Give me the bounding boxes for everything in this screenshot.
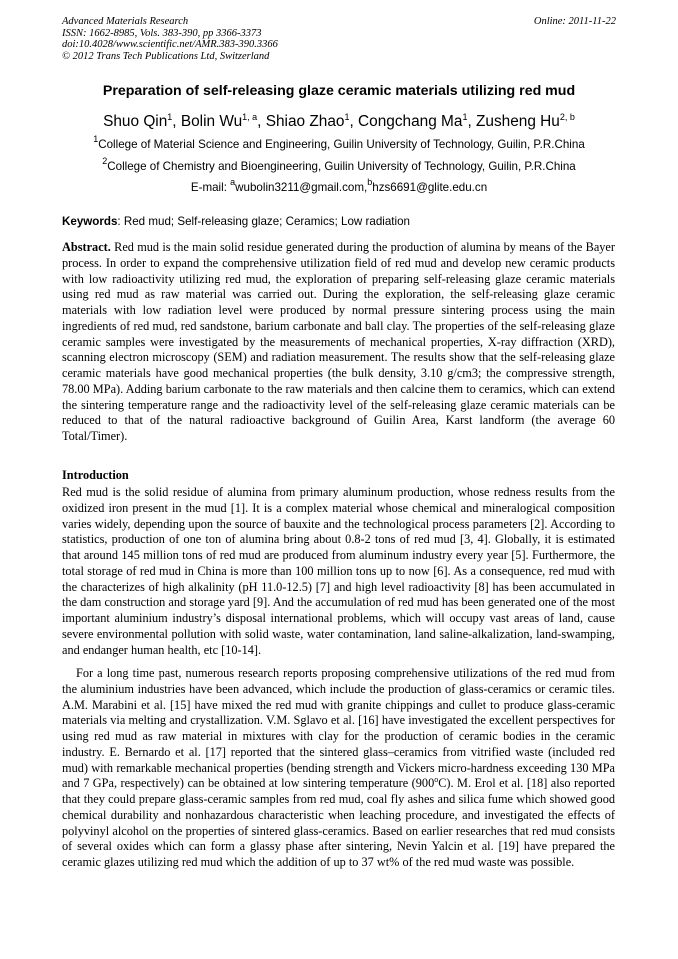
issn-line: ISSN: 1662-8985, Vols. 383-390, pp 3366-3373: [62, 27, 262, 39]
author-name: Bolin Wu: [180, 113, 243, 130]
paper-title: Preparation of self-releasing glaze ceramic materials utilizing red mud: [102, 83, 576, 99]
author-name: Congchang Ma: [358, 113, 463, 130]
author-sup: 1: [462, 112, 468, 122]
intro-paragraph-1: [62, 485, 615, 658]
email-a[interactable]: wubolin3211@gmail.com,: [235, 181, 368, 194]
author-sup: 1: [167, 112, 173, 122]
email-sup-b: b: [367, 177, 373, 187]
author-sup: 1: [344, 112, 350, 122]
email-label: E-mail:: [190, 181, 231, 194]
running-header: [62, 16, 616, 62]
abstract: [62, 240, 615, 445]
abstract-label: Abstract.: [62, 240, 111, 254]
author-sup: 2, b: [559, 112, 575, 122]
email-line: [40, 177, 638, 194]
affiliation-sup: 2: [102, 156, 108, 166]
paragraph-text: For a long time past, numerous research reports proposing comprehensive utilizations of the red mud from the aluminium industries have been advanced, which include the production of glass-ceramics or ceramic tiles. A.M. Marabini et al. [15] have mixed the red mud with granite chippings and cullet to produce glass-ceramic materials via melting and crystallization. V.M. Sglavo et al. [16] have investigated the excellent perspectives for using red mud as raw material in mixtures with clay for the production of ceramic bodies in the ceramic industry. E. Bernardo et al. [17] reported that the sintered glass–ceramics from vitrified waste (included red mud) with remarkable mechanical properties (bending strength and Vickers micro-hardness exceeding 130 MPa and 7 GPa, respectively) can be obtained at low sintering temperature (900: [62, 666, 615, 791]
affiliation-text: College of Material Science and Engineering, Guilin University of Technology, Guilin, P.R.China: [98, 138, 585, 151]
affiliation-1: [40, 134, 638, 151]
keywords-text: : Red mud; Self-releasing glaze; Ceramics; Low radiation: [117, 215, 410, 228]
author-name: Shuo Qin: [103, 113, 168, 130]
section-heading-introduction: Introduction: [62, 468, 129, 482]
keywords-label: Keywords: [62, 215, 118, 228]
affiliation-sup: 1: [93, 134, 99, 144]
author-name: Zusheng Hu: [476, 113, 560, 130]
copyright-line: © 2012 Trans Tech Publications Ltd, Switzerland: [62, 50, 270, 62]
author-list: Shuo Qin$^1$, Bolin Wu$^{1, a}$, Shiao Zhao$^1$, Congchang Ma$^1$, Zusheng Hu$^{2, b}$: [103, 112, 575, 130]
affiliation-text: College of Chemistry and Bioengineering, Guilin University of Technology, Guilin, P.R.China: [107, 160, 576, 173]
online-date: Online: 2011-11-22: [533, 16, 616, 27]
email-sup-a: a: [230, 177, 236, 187]
paragraph-text: Red mud is the solid residue of alumina from primary aluminum production, whose redness results from the oxidized iron present in the mud [1]. It is a complex material whose chemical and mineralogical composition varies widely, depending upon the source of bauxite and the technological process parameters [2]. According to statistics, production of one ton of alumina bring about 0.8-2 tons of red mud [3, 4]. Globally, it is estimated that around 145 million tons of red mud are produced from aluminum industry every year [5]. Furthermore, the total storage of red mud in China is more than 100 million tons up to now [6]. As a consequence, red mud with the characterizes of high alkalinity (pH 11.0-12.5) [7] and high level radioactivity [8] has been accumulated in the dam construction and storage yard [9]. And the accumulation of red mud has been generated one of the most important aluminium industry’s disposal international problems, which will occupy vast areas of land, cause severe environmental pollution with solid waste, water contamination, land saline-alkalization, land-swamping, and endanger human health, etc [10-14].: [62, 485, 615, 657]
affiliation-2: [40, 156, 638, 173]
degree-sup: o: [434, 775, 439, 785]
email-b[interactable]: hzs6691@glite.edu.cn: [372, 181, 488, 194]
doi-line: doi:10.4028/www.scientific.net/AMR.383-390.3366: [62, 39, 278, 50]
abstract-text: Red mud is the main solid residue generated during the production of alumina by means of the Bayer process. In order to expand the comprehensive utilization field of red mud and develop new ceramic products with low radioactivity utilizing red mud, the exploration of preparing self-releasing glaze ceramic materials using red mud as raw material was carried out. During the exploration, the self-releasing glaze ceramic materials with low radiation level were produced by normal pressure sintering process using the main ingredients of red mud, red sandstone, barium carbonate and ball clay. The properties of the self-releasing glaze ceramic samples were investigated by the measurements of mechanical properties, X-ray diffraction (XRD), scanning electron microscopy (SEM) and radiation measurement. The results show that the self-releasing glaze ceramic materials have good mechanical properties (the bulk density, 3.10 g/cm3; the compressive strength, 78.00 MPa). Adding barium carbonate to the raw materials and then calcine them to ceramics, which can extend the sintering temperature range and the radioactivity level of the self-releasing glaze ceramic materials can be reduced to that of the natural radioactive background of Guilin Area, Karst landform (the average 60 Total/Timer).: [62, 240, 615, 443]
keywords-line: [62, 215, 616, 228]
author-name: Shiao Zhao: [265, 113, 345, 130]
paragraph-text: C). M. Erol et al. [18] also reported that they could prepare glass-ceramic samples from red mud, coal fly ashes and silica fume which showed good chemical durability and nonhazardous characteristic when leaching procedure, and investigated the effects of polyvinyl alcohol on the properties of sintered glass-ceramics. Based on earlier researches that red mud consists of several oxides which can form a glassy phase after sintering, Nevin Yalcin et al. [19] have prepared the ceramic glazes utilizing red mud which the addition of up to 37 wt% of the red mud waste was possible.: [62, 776, 615, 869]
author-sup: 1, a: [242, 112, 258, 122]
journal-name: Advanced Materials Research: [62, 16, 189, 27]
intro-paragraph-2: [62, 666, 615, 871]
